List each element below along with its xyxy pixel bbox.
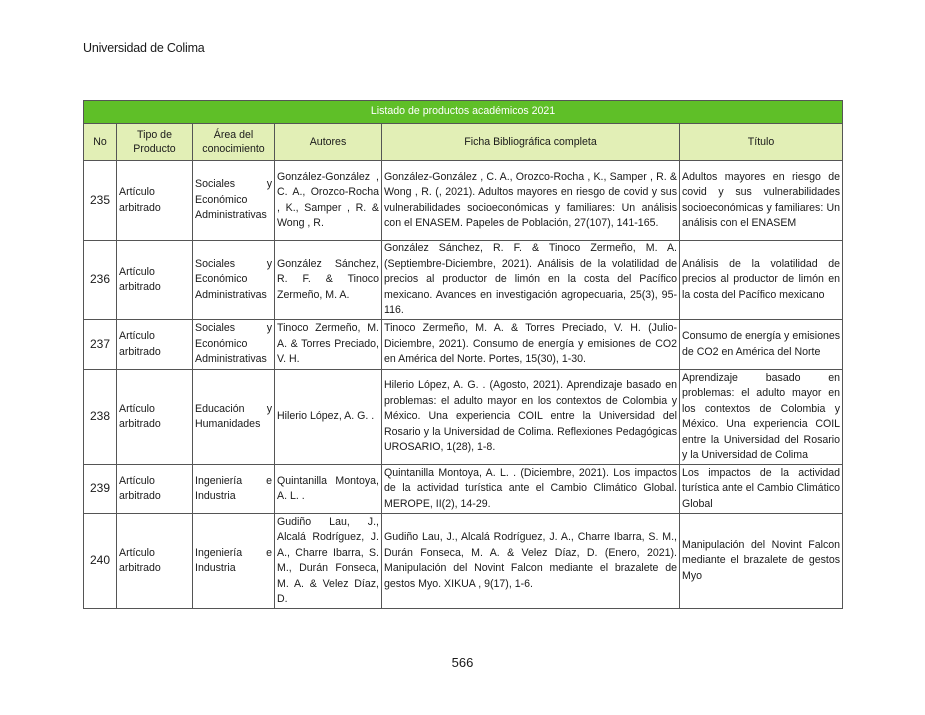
column-header-no: No bbox=[84, 124, 117, 161]
cell-area: Sociales y Económico Administrativas bbox=[193, 241, 275, 320]
cell-area: Ingeniería e Industria bbox=[193, 514, 275, 609]
cell-titulo: Adultos mayores en riesgo de covid y sus vulnerabilidades socioeconómicas y familiares: Un análisis con el ENASEM bbox=[680, 161, 843, 241]
institution-header: Universidad de Colima bbox=[83, 41, 205, 55]
cell-tipo: Artículo arbitrado bbox=[117, 320, 193, 370]
products-table bbox=[83, 100, 843, 609]
cell-tipo: Artículo arbitrado bbox=[117, 161, 193, 241]
cell-tipo: Artículo arbitrado bbox=[117, 514, 193, 609]
table-header-row bbox=[84, 124, 843, 161]
cell-titulo: Análisis de la volatilidad de precios al productor de limón en la costa del Pacífico mexicano bbox=[680, 241, 843, 320]
cell-autores: Quintanilla Montoya, A. L. . bbox=[275, 465, 382, 514]
cell-tipo: Artículo arbitrado bbox=[117, 370, 193, 465]
cell-no: 239 bbox=[84, 465, 117, 514]
cell-titulo: Los impactos de la actividad turística ante el Cambio Climático Global bbox=[680, 465, 843, 514]
cell-autores: Tinoco Zermeño, M. A. & Torres Preciado, V. H. bbox=[275, 320, 382, 370]
cell-ficha: Tinoco Zermeño, M. A. & Torres Preciado, V. H. (Julio-Diciembre, 2021). Consumo de energía y emisiones de CO2 en América del Norte. Portes, 15(30), 1-30. bbox=[382, 320, 680, 370]
column-header-area: Área del conocimiento bbox=[193, 124, 275, 161]
cell-no: 235 bbox=[84, 161, 117, 241]
page-number: 566 bbox=[451, 655, 474, 670]
cell-tipo: Artículo arbitrado bbox=[117, 241, 193, 320]
cell-autores: González-González , C. A., Orozco-Rocha , K., Samper , R. & Wong , R. bbox=[275, 161, 382, 241]
cell-area: Sociales y Económico Administrativas bbox=[193, 320, 275, 370]
column-header-titulo: Título bbox=[680, 124, 843, 161]
table-title: Listado de productos académicos 2021 bbox=[84, 101, 843, 124]
cell-titulo: Manipulación del Novint Falcon mediante el brazalete de gestos Myo bbox=[680, 514, 843, 609]
cell-no: 238 bbox=[84, 370, 117, 465]
column-header-ficha: Ficha Bibliográfica completa bbox=[382, 124, 680, 161]
cell-area: Ingeniería e Industria bbox=[193, 465, 275, 514]
table-title-row bbox=[84, 101, 843, 124]
cell-area: Educación y Humanidades bbox=[193, 370, 275, 465]
column-header-autores: Autores bbox=[275, 124, 382, 161]
cell-autores: Gudiño Lau, J., Alcalá Rodríguez, J. A., Charre Ibarra, S. M., Durán Fonseca, M. A. & Velez Díaz, D. bbox=[275, 514, 382, 609]
table-row bbox=[84, 514, 843, 609]
cell-ficha: Gudiño Lau, J., Alcalá Rodríguez, J. A., Charre Ibarra, S. M., Durán Fonseca, M. A. & Velez Díaz, D. (Enero, 2021). Manipulación del Novint Falcon mediante el brazalete de gestos Myo. XIKUA , 9(17), 1-6. bbox=[382, 514, 680, 609]
column-header-tipo: Tipo de Producto bbox=[117, 124, 193, 161]
cell-ficha: González Sánchez, R. F. & Tinoco Zermeño, M. A. (Septiembre-Diciembre, 2021). Análisis de la volatilidad de precios al productor de limón en la costa del Pacífico mexicano. Avances en investigación agropecuaria, 25(3), 95-116. bbox=[382, 241, 680, 320]
table-row bbox=[84, 465, 843, 514]
table-row bbox=[84, 241, 843, 320]
cell-no: 240 bbox=[84, 514, 117, 609]
cell-no: 237 bbox=[84, 320, 117, 370]
table-row bbox=[84, 161, 843, 241]
products-table-container bbox=[83, 100, 842, 609]
table-row bbox=[84, 320, 843, 370]
cell-ficha: Quintanilla Montoya, A. L. . (Diciembre, 2021). Los impactos de la actividad turística ante el Cambio Climático Global. MEROPE, II(2), 14-29. bbox=[382, 465, 680, 514]
cell-no: 236 bbox=[84, 241, 117, 320]
cell-tipo: Artículo arbitrado bbox=[117, 465, 193, 514]
cell-area: Sociales y Económico Administrativas bbox=[193, 161, 275, 241]
table-row bbox=[84, 370, 843, 465]
cell-autores: González Sánchez, R. F. & Tinoco Zermeño, M. A. bbox=[275, 241, 382, 320]
cell-titulo: Aprendizaje basado en problemas: el adulto mayor en los contextos de Colombia y México. Una experiencia COIL entre la Universidad del Rosario y la Universidad de Colima bbox=[680, 370, 843, 465]
cell-titulo: Consumo de energía y emisiones de CO2 en América del Norte bbox=[680, 320, 843, 370]
cell-autores: Hilerio López, A. G. . bbox=[275, 370, 382, 465]
cell-ficha: Hilerio López, A. G. . (Agosto, 2021). Aprendizaje basado en problemas: el adulto mayor en los contextos de Colombia y México. Una experiencia COIL entre la Universidad del Rosario y la Universidad de Colima. Reflexiones Pedagógicas UROSARIO, 1(28), 1-8. bbox=[382, 370, 680, 465]
cell-ficha: González-González , C. A., Orozco-Rocha , K., Samper , R. & Wong , R. (, 2021). Adultos mayores en riesgo de covid y sus vulnerabilidades socioeconómicas y familiares: Un análisis con el ENASEM. Papeles de Población, 27(107), 141-165. bbox=[382, 161, 680, 241]
